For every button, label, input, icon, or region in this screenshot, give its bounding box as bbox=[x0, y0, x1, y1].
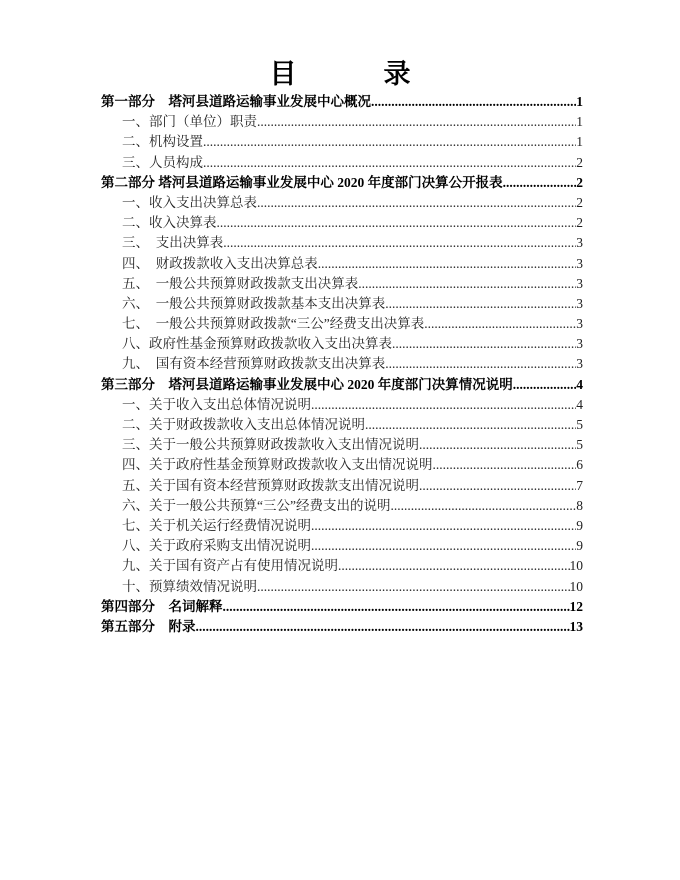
toc-page-number: 1 bbox=[576, 114, 583, 130]
dot-leader bbox=[257, 112, 576, 132]
toc-page-number: 12 bbox=[569, 598, 583, 614]
toc-section-entry[interactable] bbox=[101, 153, 583, 173]
toc-page-number: 2 bbox=[576, 154, 583, 170]
toc-entry-label: 七、 一般公共预算财政拨款“三公”经费支出决算表 bbox=[122, 316, 425, 332]
toc-entry-label: 第二部分 塔河县道路运输事业发展中心 2020 年度部门决算公开报表 bbox=[101, 174, 503, 190]
toc-section-entry[interactable] bbox=[101, 415, 583, 435]
toc-entry-label: 第一部分 塔河县道路运输事业发展中心概况 bbox=[101, 94, 371, 109]
toc-entry-label: 五、关于国有资本经营预算财政拨款支出情况说明 bbox=[122, 477, 419, 493]
toc-page-number: 3 bbox=[576, 275, 583, 291]
dot-leader bbox=[433, 455, 577, 475]
toc-entry-label: 八、关于政府采购支出情况说明 bbox=[122, 538, 311, 554]
dot-leader bbox=[358, 274, 576, 294]
toc-page-number: 3 bbox=[576, 316, 583, 332]
toc-section-entry[interactable] bbox=[101, 476, 583, 496]
toc-page-number: 3 bbox=[576, 295, 583, 311]
toc-title: 目 录 bbox=[269, 59, 441, 90]
toc-entry-label: 七、关于机关运行经费情况说明 bbox=[122, 517, 311, 533]
toc-page-number: 2 bbox=[576, 215, 583, 231]
toc-page-number: 9 bbox=[576, 517, 583, 533]
dot-leader bbox=[390, 496, 576, 516]
toc-page-number: 13 bbox=[569, 618, 583, 634]
toc-page-number: 4 bbox=[576, 376, 583, 392]
toc-entry-label: 八、政府性基金预算财政拨款收入支出决算表 bbox=[122, 336, 392, 352]
dot-leader bbox=[385, 354, 576, 374]
toc-part-entry[interactable] bbox=[101, 617, 583, 637]
dot-leader bbox=[257, 193, 576, 213]
toc-entry-label: 一、关于收入支出总体情况说明 bbox=[122, 396, 311, 412]
dot-leader bbox=[365, 415, 576, 435]
toc-entry-label: 九、关于国有资产占有使用情况说明 bbox=[122, 558, 338, 574]
toc-entry-label: 二、机构设置 bbox=[122, 134, 203, 150]
toc-section-entry[interactable] bbox=[101, 132, 583, 152]
dot-leader bbox=[217, 213, 577, 233]
toc-entry-label: 第五部分 附录 bbox=[101, 618, 196, 634]
dot-leader bbox=[203, 153, 576, 173]
dot-leader bbox=[513, 375, 577, 395]
dot-leader bbox=[203, 132, 576, 152]
toc-entry-label: 十、预算绩效情况说明 bbox=[122, 578, 257, 594]
toc-page-number: 10 bbox=[569, 578, 583, 594]
toc-section-entry[interactable] bbox=[101, 496, 583, 516]
dot-leader bbox=[196, 617, 570, 637]
dot-leader bbox=[223, 597, 570, 617]
toc-page-number: 5 bbox=[576, 417, 583, 432]
toc-entry-label: 六、关于一般公共预算“三公”经费支出的说明 bbox=[122, 497, 391, 513]
toc-section-entry[interactable] bbox=[101, 536, 583, 556]
toc-entry-label: 六、 一般公共预算财政拨款基本支出决算表 bbox=[122, 295, 386, 311]
dot-leader bbox=[338, 556, 570, 576]
toc-section-entry[interactable] bbox=[101, 577, 583, 597]
toc-section-entry[interactable] bbox=[101, 314, 583, 334]
toc-page-number: 3 bbox=[576, 356, 583, 372]
toc-entry-label: 二、收入决算表 bbox=[122, 215, 217, 231]
toc-section-entry[interactable] bbox=[101, 294, 583, 314]
toc-entry-label: 第四部分 名词解释 bbox=[101, 598, 223, 614]
toc-section-entry[interactable] bbox=[101, 274, 583, 294]
toc-page-number: 3 bbox=[576, 235, 583, 251]
toc-entry-label: 三、 支出决算表 bbox=[122, 235, 224, 251]
dot-leader bbox=[257, 577, 570, 597]
toc-part-entry[interactable] bbox=[101, 597, 583, 617]
toc-page-number: 1 bbox=[576, 134, 583, 150]
dot-leader bbox=[385, 294, 576, 314]
dot-leader bbox=[392, 334, 576, 354]
toc-section-entry[interactable] bbox=[101, 556, 583, 576]
toc-entry-label: 五、 一般公共预算财政拨款支出决算表 bbox=[122, 275, 359, 291]
dot-leader bbox=[311, 395, 576, 415]
toc-part-entry[interactable] bbox=[101, 92, 583, 112]
toc-entry-label: 三、人员构成 bbox=[122, 154, 203, 170]
toc-section-entry[interactable] bbox=[101, 213, 583, 233]
toc-section-entry[interactable] bbox=[101, 455, 583, 475]
toc-page-number: 1 bbox=[576, 94, 583, 109]
toc-page-number: 6 bbox=[576, 457, 583, 473]
toc-entry-label: 九、 国有资本经营预算财政拨款支出决算表 bbox=[122, 356, 386, 372]
toc-part-entry[interactable] bbox=[101, 375, 583, 395]
toc-page-number: 3 bbox=[576, 255, 583, 271]
toc-section-entry[interactable] bbox=[101, 193, 583, 213]
table-of-contents bbox=[101, 92, 583, 637]
toc-part-entry[interactable] bbox=[101, 173, 583, 193]
toc-page-number: 3 bbox=[576, 336, 583, 352]
toc-entry-label: 一、部门（单位）职责 bbox=[122, 114, 257, 130]
toc-entry-label: 第三部分 塔河县道路运输事业发展中心 2020 年度部门决算情况说明 bbox=[101, 376, 513, 392]
toc-page-number: 10 bbox=[569, 558, 583, 574]
toc-entry-label: 四、 财政拨款收入支出决算总表 bbox=[122, 255, 318, 271]
toc-section-entry[interactable] bbox=[101, 233, 583, 253]
toc-section-entry[interactable] bbox=[101, 112, 583, 132]
toc-entry-label: 四、关于政府性基金预算财政拨款收入支出情况说明 bbox=[122, 457, 433, 473]
toc-page-number: 7 bbox=[576, 477, 583, 493]
dot-leader bbox=[318, 254, 577, 274]
toc-section-entry[interactable] bbox=[101, 334, 583, 354]
dot-leader bbox=[419, 476, 576, 496]
toc-section-entry[interactable] bbox=[101, 254, 583, 274]
toc-section-entry[interactable] bbox=[101, 354, 583, 374]
toc-page-number: 2 bbox=[576, 174, 583, 190]
dot-leader bbox=[223, 233, 576, 253]
toc-page-number: 4 bbox=[576, 396, 583, 412]
dot-leader bbox=[424, 314, 576, 334]
toc-page-number: 5 bbox=[576, 437, 583, 453]
dot-leader bbox=[371, 92, 576, 112]
toc-entry-label: 一、收入支出决算总表 bbox=[122, 194, 257, 210]
dot-leader bbox=[311, 516, 576, 536]
toc-page-number: 8 bbox=[576, 497, 583, 513]
dot-leader bbox=[419, 435, 576, 455]
toc-section-entry[interactable] bbox=[101, 435, 583, 455]
dot-leader bbox=[503, 173, 577, 193]
toc-page-number: 2 bbox=[576, 194, 583, 210]
toc-section-entry[interactable] bbox=[101, 516, 583, 536]
toc-page-number: 9 bbox=[576, 538, 583, 554]
dot-leader bbox=[311, 536, 576, 556]
toc-entry-label: 三、关于一般公共预算财政拨款收入支出情况说明 bbox=[122, 437, 419, 453]
toc-entry-label: 二、关于财政拨款收入支出总体情况说明 bbox=[122, 417, 365, 432]
toc-section-entry[interactable] bbox=[101, 395, 583, 415]
